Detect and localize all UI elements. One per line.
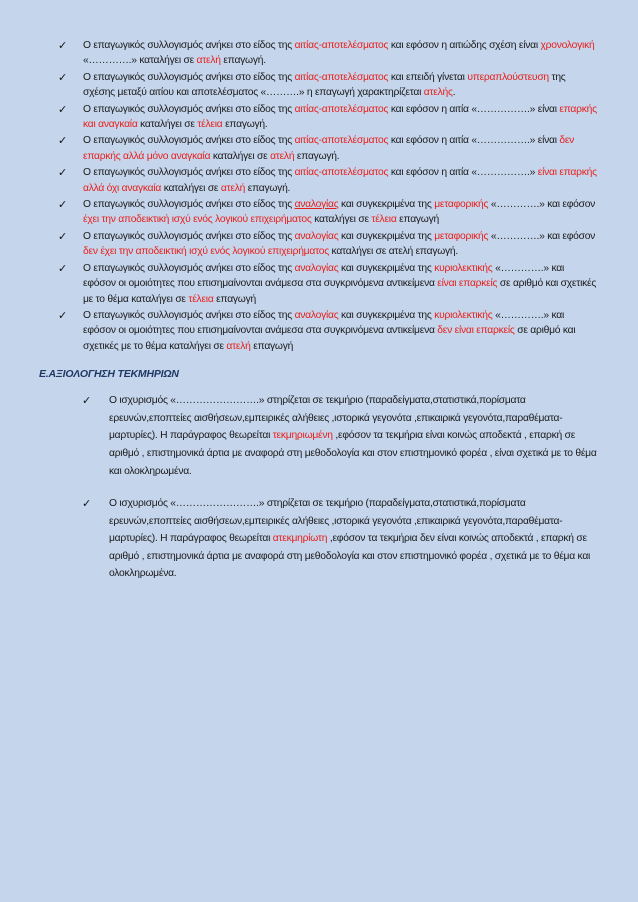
highlighted-text: αναλογίας xyxy=(294,262,339,274)
item-text: Ο ισχυρισμός «…………………….» στηρίζεται σε τεκμήριο (παραδείγματα,στατιστικά,πορίσματα ερευνών,εποπτείες αισθήσεων,εμπειρικές αλήθειες ,ιστορικά γεγονότα ,επικαιρικά γεγονότα,παραθέματα-μαρτυρίες). Η παράγραφος θεωρείται xyxy=(109,498,563,545)
list-item xyxy=(58,308,598,354)
item-text: «………….» καταλήγει σε xyxy=(83,55,197,67)
item-text: και συγκεκριμένα της xyxy=(338,199,435,211)
item-text: και εφόσον η αιτία «…………….» είναι xyxy=(388,135,560,147)
item-text: επαγωγή. xyxy=(220,55,266,67)
check-mark-icon: ✓ xyxy=(58,261,67,275)
check-mark-icon: ✓ xyxy=(82,394,91,408)
list-item xyxy=(58,261,598,307)
item-text: Ο ισχυρισμός «…………………….» στηρίζεται σε τεκμήριο (παραδείγματα,στατιστικά,πορίσματα ερευνών,εποπτείες αισθήσεων,εμπειρικές αλήθειες ,ιστορικά γεγονότα ,επικαιρικά γεγονότα,παραθέματα-μαρτυρίες). Η παράγραφος θεωρείται xyxy=(109,395,563,442)
check-mark-icon: ✓ xyxy=(58,39,67,52)
highlighted-text: τέλεια xyxy=(371,214,397,226)
highlighted-text: αιτίας-αποτελέσματος xyxy=(294,135,389,147)
highlighted-text: έχει την αποδεικτική ισχύ ενός λογικού επιχειρήματος xyxy=(83,214,312,226)
item-text: και επειδή γίνεται xyxy=(388,71,468,83)
highlighted-text: ατεκμηρίωτη xyxy=(272,533,328,545)
item-text: «………….» και εφόσον xyxy=(488,230,596,242)
section-heading: Ε.ΑΞΙΟΛΟΓΗΣΗ ΤΕΚΜΗΡΙΩΝ xyxy=(39,368,179,381)
check-mark-icon: ✓ xyxy=(58,102,67,116)
item-text: Ο επαγωγικός συλλογισμός ανήκει στο είδος της xyxy=(83,103,295,115)
highlighted-text: αιτίας-αποτελέσματος xyxy=(294,103,389,115)
item-text: και συγκεκριμένα της xyxy=(338,309,435,321)
item-text: ,εφόσον τα τεκμήρια είναι κοινώς αποδεκτά , επαρκή σε αριθμό , επιστημονικά άρτια με αναφορά στη μεθοδολογία και στον επιστημονικό φορέα , είναι σχετικά με το θέμα και ολοκληρωμένα. xyxy=(109,430,597,477)
item-text: «………….» και εφόσον οι ομοιότητες που επισημαίνονται ανάμεσα στα συγκρινόμενα αντικείμενα xyxy=(83,309,564,337)
check-mark-icon: ✓ xyxy=(58,198,67,212)
check-mark-icon: ✓ xyxy=(58,134,67,148)
highlighted-text: κυριολεκτικής xyxy=(434,309,493,321)
check-mark-icon: ✓ xyxy=(58,70,67,84)
item-text: καταλήγει σε ατελή επαγωγή. xyxy=(328,246,458,258)
checklist-inductive-reasoning xyxy=(58,38,598,354)
item-text: Ο επαγωγικός συλλογισμός ανήκει στο είδος της xyxy=(83,135,295,147)
highlighted-text: είναι επαρκείς xyxy=(437,278,498,290)
list-item xyxy=(58,197,598,228)
list-item xyxy=(82,495,598,583)
list-item xyxy=(82,392,598,480)
item-text: Ο επαγωγικός συλλογισμός ανήκει στο είδος της xyxy=(83,262,295,274)
item-text: της σχέσης μεταξύ αιτίου και αποτελέσματος «……….» η επαγωγή χαρακτηρίζεται xyxy=(83,71,566,99)
item-text: καταλήγει σε xyxy=(210,150,271,162)
highlighted-text: ατελή xyxy=(220,182,246,194)
item-text: Ο επαγωγικός συλλογισμός ανήκει στο είδος της xyxy=(83,167,295,179)
item-text: επαγωγή xyxy=(250,340,294,352)
item-text: . xyxy=(452,87,456,99)
list-item xyxy=(58,70,598,101)
item-text: σε αριθμό και σχετικές με το θέμα καταλήγει σε xyxy=(83,278,597,305)
highlighted-text: τεκμηριωμένη xyxy=(272,430,333,442)
item-text: επαγωγή. xyxy=(294,150,340,162)
item-text: και εφόσον η αιτιώδης σχέση είναι xyxy=(388,40,541,51)
highlighted-text: κυριολεκτικής xyxy=(434,262,493,274)
highlighted-text: είναι επαρκής αλλά όχι αναγκαία xyxy=(83,167,597,194)
highlighted-text: αναλογίας xyxy=(294,199,339,211)
item-text: καταλήγει σε xyxy=(137,119,198,131)
highlighted-text: χρονολογική xyxy=(540,40,595,51)
item-text: καταλήγει σε xyxy=(161,182,221,194)
item-text: επαγωγή. xyxy=(222,119,268,131)
item-text: «………….» και εφόσον οι ομοιότητες που επισημαίνονται ανάμεσα στα συγκρινόμενα αντικείμενα xyxy=(83,262,564,290)
highlighted-text: τέλεια xyxy=(188,293,214,305)
item-text: «………….» και εφόσον xyxy=(488,199,596,211)
checklist-evidence-evaluation xyxy=(82,392,598,583)
list-item xyxy=(58,38,598,69)
check-mark-icon: ✓ xyxy=(82,497,91,511)
item-text: και συγκεκριμένα της xyxy=(338,230,435,242)
highlighted-text: αιτίας-αποτελέσματος xyxy=(294,167,389,179)
highlighted-text: υπεραπλούστευση xyxy=(467,71,549,83)
highlighted-text: αιτίας-αποτελέσματος xyxy=(294,40,389,51)
item-text: και συγκεκριμένα της xyxy=(338,262,435,274)
check-mark-icon: ✓ xyxy=(58,229,67,243)
highlighted-text: δεν επαρκής αλλά μόνο αναγκαία xyxy=(83,135,575,162)
item-text: σε αριθμό και σχετικές με το θέμα καταλήγει σε xyxy=(83,325,576,352)
check-mark-icon: ✓ xyxy=(58,166,67,180)
highlighted-text: αναλογίας xyxy=(294,230,339,242)
item-text: Ο επαγωγικός συλλογισμός ανήκει στο είδος της xyxy=(83,309,295,321)
item-text: επαγωγή xyxy=(213,293,256,305)
highlighted-text: επαρκής και αναγκαία xyxy=(83,103,597,131)
list-item xyxy=(58,229,598,260)
item-text: και εφόσον η αιτία «…………….» xyxy=(388,167,538,179)
item-text: Ο επαγωγικός συλλογισμός ανήκει στο είδος της xyxy=(83,199,295,211)
highlighted-text: ατελή xyxy=(226,340,251,352)
item-text: και εφόσον η αιτία «…………….» είναι xyxy=(388,103,560,115)
highlighted-text: αιτίας-αποτελέσματος xyxy=(294,71,389,83)
item-text: επαγωγή xyxy=(396,214,439,226)
list-item xyxy=(58,165,598,196)
highlighted-text: αναλογίας xyxy=(294,309,339,321)
item-text: επαγωγή. xyxy=(245,182,291,194)
item-text: Ο επαγωγικός συλλογισμός ανήκει στο είδος της xyxy=(83,71,295,83)
check-mark-icon: ✓ xyxy=(58,308,67,322)
highlighted-text: μεταφορικής xyxy=(434,199,489,211)
highlighted-text: ατελή xyxy=(270,150,295,162)
list-item xyxy=(58,133,598,164)
item-text: καταλήγει σε xyxy=(311,214,372,226)
highlighted-text: ατελής xyxy=(423,87,453,99)
highlighted-text: δεν είναι επαρκείς xyxy=(437,325,515,337)
item-text: Ο επαγωγικός συλλογισμός ανήκει στο είδος της xyxy=(83,230,295,242)
item-text: Ο επαγωγικός συλλογισμός ανήκει στο είδος της xyxy=(83,40,295,51)
list-item xyxy=(58,102,598,133)
highlighted-text: ατελή xyxy=(196,55,221,67)
item-text: ,εφόσον τα τεκμήρια δεν είναι κοινώς αποδεκτά , επαρκή σε αριθμό , επιστημονικά άρτια με αναφορά στη μεθοδολογία και στον επιστημονικό φορέα , σχετικά με το θέμα και ολοκληρωμένα. xyxy=(109,533,591,580)
highlighted-text: μεταφορικής xyxy=(434,230,489,242)
highlighted-text: δεν έχει την αποδεικτική ισχύ ενός λογικού επιχειρήματος xyxy=(83,246,329,258)
highlighted-text: τέλεια xyxy=(197,119,223,131)
